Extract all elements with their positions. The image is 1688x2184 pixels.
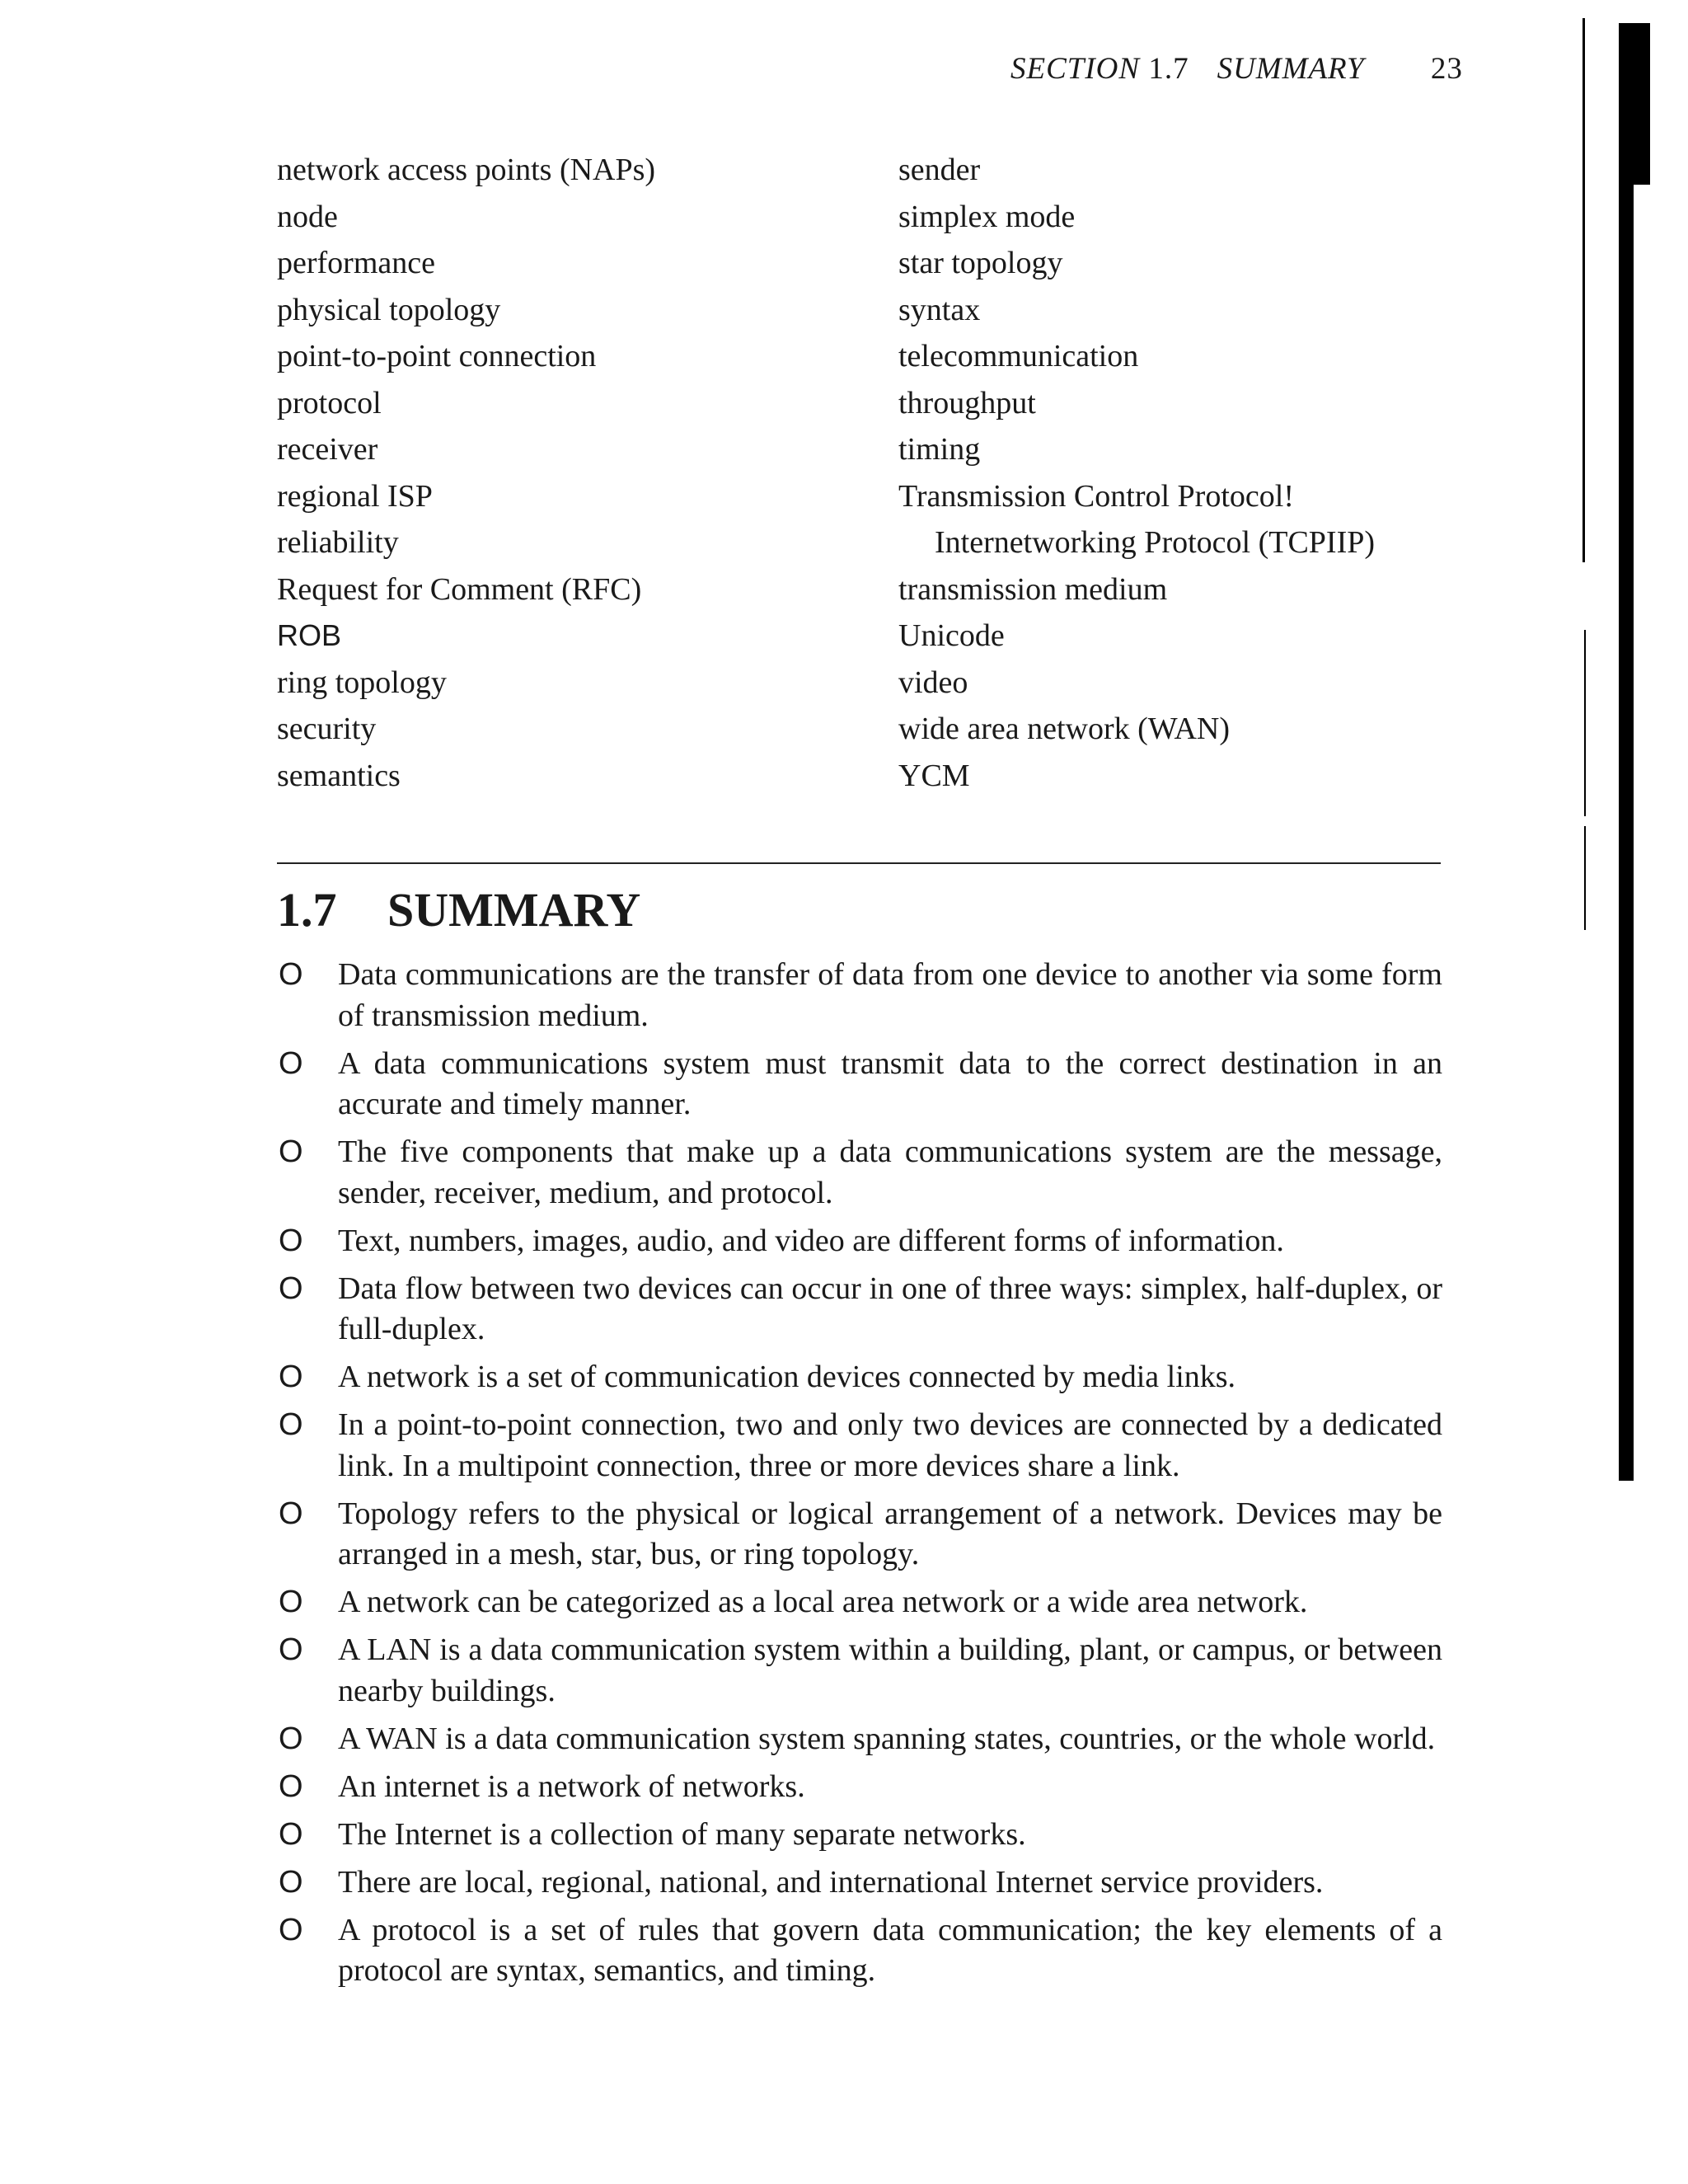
key-term: transmission medium — [898, 571, 1168, 607]
key-terms-left-column — [277, 147, 655, 799]
bullet-marker: O — [279, 1816, 303, 1852]
key-term: wide area network (WAN) — [898, 712, 1230, 746]
summary-item-text: The five components that make up a data communications system are the message, sender, receiver, medium, and protocol. — [338, 1134, 1442, 1210]
summary-item-text: Text, numbers, images, audio, and video are different forms of information. — [338, 1223, 1284, 1258]
summary-item-text: A WAN is a data communication system spanning states, countries, or the whole world. — [338, 1721, 1436, 1756]
summary-item — [277, 1357, 1442, 1398]
key-term: ring topology — [277, 665, 447, 700]
key-term-line: Transmission Control Protocol! — [898, 478, 1294, 514]
summary-item-text: A protocol is a set of rules that govern data communication; the key elements of a protocol are syntax, semantics, and timing. — [338, 1912, 1442, 1988]
summary-item — [277, 1494, 1442, 1576]
margin-scan-line — [1582, 18, 1585, 562]
bullet-marker: O — [279, 1632, 303, 1667]
key-term: Unicode — [898, 618, 1005, 653]
running-head-section-title: SUMMARY — [1217, 52, 1365, 86]
margin-scan-line — [1584, 630, 1586, 816]
summary-item-text: The Internet is a collection of many separate networks. — [338, 1816, 1026, 1852]
summary-item — [277, 955, 1442, 1036]
summary-item — [277, 1767, 1442, 1808]
bullet-marker: O — [279, 1585, 303, 1619]
summary-item — [277, 1862, 1442, 1904]
key-term: sender — [898, 153, 981, 187]
running-head-section-word: SECTION — [1010, 52, 1141, 86]
summary-item — [277, 1630, 1442, 1712]
bullet-marker: O — [279, 1360, 303, 1394]
bullet-marker: O — [279, 1407, 303, 1442]
key-term: reliability — [277, 525, 399, 560]
bullet-marker: O — [279, 1134, 303, 1169]
bullet-marker: O — [279, 1045, 303, 1081]
bullet-marker: O — [279, 1223, 303, 1258]
key-term: YCM — [898, 758, 970, 793]
key-term: throughput — [898, 385, 1036, 420]
summary-item-text: An internet is a network of networks. — [338, 1768, 805, 1804]
key-term-continuation: Internetworking Protocol (TCPIIP) — [935, 525, 1376, 560]
key-term — [898, 473, 1375, 566]
summary-item — [277, 1582, 1442, 1623]
key-term: telecommunication — [898, 339, 1139, 373]
summary-item — [277, 1269, 1442, 1350]
key-term: protocol — [277, 385, 382, 420]
bullet-marker: O — [279, 1768, 303, 1804]
bullet-marker: O — [279, 1721, 303, 1756]
page-number: 23 — [1430, 52, 1463, 86]
margin-scan-line — [1584, 826, 1586, 930]
summary-item-text: A network can be categorized as a local area network or a wide area network. — [338, 1585, 1308, 1619]
key-term: video — [898, 665, 968, 700]
key-term: point-to-point connection — [277, 339, 597, 373]
key-term: simplex mode — [898, 199, 1076, 234]
summary-item-text: A network is a set of communication devices connected by media links. — [338, 1360, 1236, 1394]
key-term: ROB — [277, 618, 342, 652]
summary-item-text: Data flow between two devices can occur in one of three ways: simplex, half-duplex, or full-duplex. — [338, 1270, 1442, 1346]
bullet-marker: O — [279, 1864, 303, 1900]
key-term: semantics — [277, 758, 401, 793]
key-term: network access points (NAPs) — [277, 153, 656, 187]
summary-item — [277, 1221, 1442, 1262]
summary-item-text: A data communications system must transmit data to the correct destination in an accurate and timely manner. — [338, 1045, 1442, 1121]
section-number: 1.7 — [277, 883, 337, 937]
summary-item — [277, 1044, 1442, 1125]
key-term: security — [277, 712, 377, 746]
key-term: physical topology — [277, 292, 501, 327]
summary-item — [277, 1405, 1442, 1487]
summary-item-text: There are local, regional, national, and international Internet service providers. — [338, 1864, 1324, 1900]
summary-item — [277, 1719, 1442, 1760]
key-term: star topology — [898, 246, 1063, 280]
bullet-marker: O — [279, 1912, 303, 1947]
summary-item — [277, 1132, 1442, 1214]
bullet-marker: O — [279, 957, 303, 992]
summary-item-text: Topology refers to the physical or logical arrangement of a network. Devices may be arranged in a mesh, star, bus, or ring topology. — [338, 1496, 1442, 1571]
summary-item — [277, 1910, 1442, 1992]
summary-item-text: Data communications are the transfer of data from one device to another via some form of transmission medium. — [338, 957, 1442, 1033]
bullet-marker: O — [279, 1496, 303, 1531]
running-head — [1010, 51, 1463, 87]
key-terms-right-column — [898, 147, 1375, 799]
margin-scan-bar — [1619, 23, 1634, 1481]
section-title: SUMMARY — [387, 883, 641, 937]
section-heading — [277, 882, 640, 937]
summary-item-text: In a point-to-point connection, two and only two devices are connected by a dedicated link. In a multipoint connection, three or more devices share a link. — [338, 1407, 1442, 1483]
summary-item-text: A LAN is a data communication system within a building, plant, or campus, or between nearby buildings. — [338, 1632, 1442, 1708]
bullet-marker: O — [279, 1270, 303, 1306]
key-term: Request for Comment (RFC) — [277, 571, 642, 607]
summary-list — [277, 955, 1442, 1998]
key-term: timing — [898, 432, 981, 467]
key-term: syntax — [898, 292, 981, 327]
key-term: node — [277, 199, 338, 234]
running-head-section-number: 1.7 — [1148, 52, 1189, 86]
key-term: performance — [277, 246, 435, 280]
section-divider — [277, 862, 1441, 864]
key-term: receiver — [277, 432, 378, 467]
summary-item — [277, 1815, 1442, 1856]
key-term: regional ISP — [277, 478, 433, 514]
